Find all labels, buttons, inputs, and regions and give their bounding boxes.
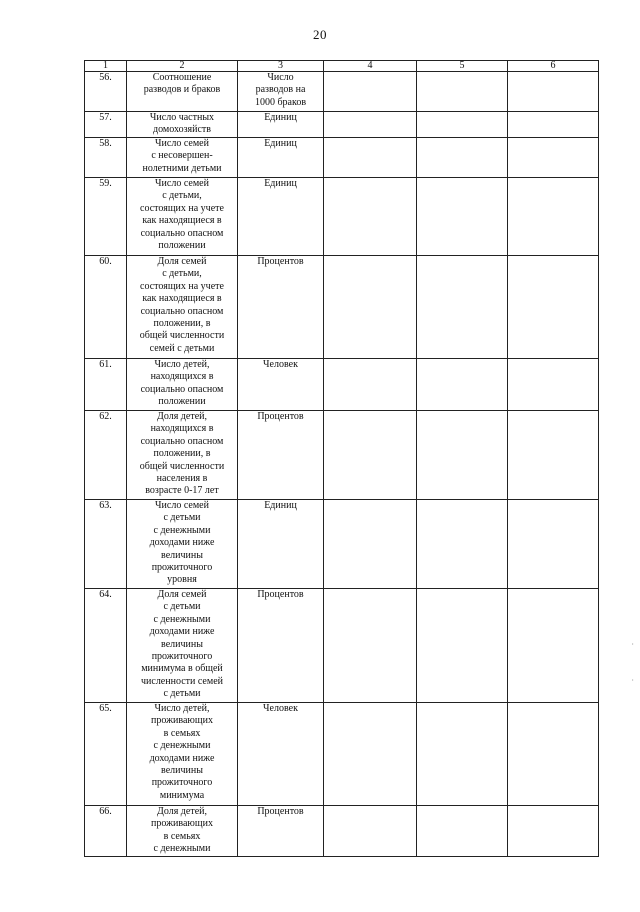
- row-number-cell: 59.: [85, 178, 127, 256]
- table-row: [85, 359, 599, 411]
- indicator-line: Число детей,: [154, 703, 210, 714]
- unit-cell: [238, 411, 324, 500]
- indicator-cell: [127, 112, 238, 138]
- unit-cell: [238, 178, 324, 256]
- table-row: [85, 411, 599, 500]
- indicator-line: положении: [158, 240, 206, 252]
- table-row: [85, 178, 599, 256]
- statistics-table: [84, 60, 599, 857]
- table-row: [85, 138, 599, 178]
- row-number-cell: 58.: [85, 138, 127, 178]
- empty-value-cell: [324, 256, 417, 359]
- unit-line: Процентов: [257, 806, 304, 817]
- empty-value-cell: [324, 806, 417, 857]
- empty-value-cell: [417, 112, 508, 138]
- page-number: 20: [313, 27, 327, 42]
- indicator-line: величины: [161, 765, 203, 777]
- indicator-cell: [127, 411, 238, 500]
- indicator-line: в семьях: [163, 727, 201, 739]
- empty-value-cell: [417, 806, 508, 857]
- indicator-line: прожиточного: [151, 562, 213, 574]
- empty-value-cell: [508, 72, 599, 112]
- indicator-cell: [127, 256, 238, 359]
- indicator-line: положении: [158, 396, 206, 408]
- empty-value-cell: [508, 589, 599, 703]
- unit-line: Единиц: [264, 178, 297, 189]
- empty-value-cell: [417, 703, 508, 806]
- empty-value-cell: [417, 256, 508, 359]
- indicator-line: с детьми,: [162, 190, 202, 202]
- column-header: 3: [238, 61, 324, 72]
- indicator-cell: [127, 500, 238, 589]
- indicator-line: Доля детей,: [157, 806, 207, 817]
- unit-cell: [238, 500, 324, 589]
- indicator-line: как находящиеся в: [142, 293, 222, 305]
- column-header: 6: [508, 61, 599, 72]
- empty-value-cell: [324, 72, 417, 112]
- empty-value-cell: [508, 138, 599, 178]
- empty-value-cell: [417, 500, 508, 589]
- unit-line: Единиц: [264, 138, 297, 149]
- unit-line: Человек: [263, 703, 298, 714]
- unit-line: 1000 браков: [254, 96, 307, 108]
- header-row: [85, 61, 599, 72]
- indicator-line: с детьми: [163, 688, 201, 700]
- column-header: 2: [127, 61, 238, 72]
- indicator-line: уровня: [167, 574, 197, 586]
- column-header: 1: [85, 61, 127, 72]
- indicator-line: положении, в: [153, 448, 211, 460]
- row-number-cell: 66.: [85, 806, 127, 857]
- indicator-line: как находящиеся в: [142, 215, 222, 227]
- margin-mark: ·: [631, 676, 634, 685]
- empty-value-cell: [324, 178, 417, 256]
- empty-value-cell: [324, 703, 417, 806]
- unit-cell: [238, 359, 324, 411]
- indicator-line: с несовершен-: [151, 150, 213, 162]
- empty-value-cell: [324, 411, 417, 500]
- column-header: 4: [324, 61, 417, 72]
- empty-value-cell: [324, 359, 417, 411]
- empty-value-cell: [508, 500, 599, 589]
- indicator-line: домохозяйств: [152, 124, 212, 136]
- table-row: [85, 500, 599, 589]
- indicator-line: доходами ниже: [149, 752, 215, 764]
- table-row: [85, 589, 599, 703]
- indicator-line: Доля детей,: [157, 411, 207, 422]
- row-number-cell: 60.: [85, 256, 127, 359]
- indicator-line: прожиточного: [151, 651, 213, 663]
- indicator-line: с денежными: [153, 740, 211, 752]
- unit-cell: [238, 256, 324, 359]
- indicator-line: возрасте 0-17 лет: [145, 485, 219, 497]
- row-number-cell: 56.: [85, 72, 127, 112]
- empty-value-cell: [508, 411, 599, 500]
- indicator-line: населения в: [156, 473, 208, 485]
- table-row: [85, 703, 599, 806]
- empty-value-cell: [324, 138, 417, 178]
- unit-line: Процентов: [257, 411, 304, 422]
- indicator-line: положении, в: [153, 318, 211, 330]
- indicator-line: с детьми: [163, 601, 201, 613]
- indicator-line: доходами ниже: [149, 626, 215, 638]
- indicator-cell: [127, 589, 238, 703]
- indicator-line: Соотношение: [152, 72, 212, 83]
- indicator-line: социально опасном: [140, 383, 224, 395]
- row-number-cell: 65.: [85, 703, 127, 806]
- indicator-line: Число семей: [155, 500, 209, 511]
- unit-cell: [238, 138, 324, 178]
- column-header: 5: [417, 61, 508, 72]
- row-number-cell: 57.: [85, 112, 127, 138]
- indicator-line: общей численности: [139, 330, 225, 342]
- indicator-line: находящихся в: [150, 423, 214, 435]
- empty-value-cell: [417, 359, 508, 411]
- indicator-line: минимума в общей: [141, 663, 223, 675]
- row-number-cell: 62.: [85, 411, 127, 500]
- indicator-cell: [127, 138, 238, 178]
- unit-line: Процентов: [257, 256, 304, 267]
- empty-value-cell: [324, 500, 417, 589]
- empty-value-cell: [508, 703, 599, 806]
- empty-value-cell: [508, 178, 599, 256]
- indicator-line: проживающих: [151, 818, 213, 830]
- indicator-line: с денежными: [153, 613, 211, 625]
- indicator-line: Число семей: [155, 178, 209, 189]
- unit-line: разводов на: [255, 84, 306, 96]
- indicator-cell: [127, 178, 238, 256]
- empty-value-cell: [417, 138, 508, 178]
- indicator-line: величины: [161, 549, 203, 561]
- margin-mark: ·: [631, 640, 634, 649]
- unit-cell: [238, 806, 324, 857]
- indicator-line: общей численности: [139, 460, 225, 472]
- indicator-cell: [127, 359, 238, 411]
- indicator-cell: [127, 72, 238, 112]
- indicator-cell: [127, 703, 238, 806]
- indicator-line: Доля семей: [157, 589, 207, 600]
- unit-line: Человек: [263, 359, 298, 370]
- indicator-line: величины: [161, 638, 203, 650]
- indicator-line: численности семей: [141, 675, 223, 687]
- indicator-line: с детьми,: [162, 268, 202, 280]
- table-body: [85, 72, 599, 857]
- unit-cell: [238, 703, 324, 806]
- indicator-line: социально опасном: [140, 435, 224, 447]
- indicator-line: разводов и браков: [143, 84, 221, 96]
- row-number-cell: 63.: [85, 500, 127, 589]
- empty-value-cell: [417, 178, 508, 256]
- empty-value-cell: [508, 112, 599, 138]
- row-number-cell: 64.: [85, 589, 127, 703]
- indicator-line: Число частных: [149, 112, 215, 123]
- indicator-line: социально опасном: [140, 227, 224, 239]
- indicator-line: Доля семей: [157, 256, 207, 267]
- indicator-line: нолетними детьми: [142, 162, 222, 174]
- empty-value-cell: [417, 72, 508, 112]
- indicator-line: с денежными: [153, 843, 211, 855]
- indicator-line: находящихся в: [150, 371, 214, 383]
- indicator-line: прожиточного: [151, 777, 213, 789]
- indicator-line: минимума: [159, 789, 205, 801]
- table-row: [85, 806, 599, 857]
- empty-value-cell: [508, 256, 599, 359]
- indicator-line: доходами ниже: [149, 537, 215, 549]
- empty-value-cell: [508, 359, 599, 411]
- empty-value-cell: [417, 411, 508, 500]
- indicator-line: состоящих на учете: [140, 202, 224, 214]
- indicator-line: семей с детьми: [149, 342, 215, 354]
- unit-line: Единиц: [264, 500, 297, 511]
- table-row: [85, 72, 599, 112]
- empty-value-cell: [324, 589, 417, 703]
- table-row: [85, 112, 599, 138]
- unit-line: Единиц: [264, 112, 297, 123]
- indicator-line: социально опасном: [140, 305, 224, 317]
- unit-line: Число: [267, 72, 294, 83]
- unit-cell: [238, 589, 324, 703]
- indicator-line: с денежными: [153, 524, 211, 536]
- indicator-line: с детьми: [163, 512, 201, 524]
- indicator-line: проживающих: [151, 715, 213, 727]
- indicator-line: Число семей: [155, 138, 209, 149]
- empty-value-cell: [324, 112, 417, 138]
- indicator-line: в семьях: [163, 830, 201, 842]
- indicator-line: состоящих на учете: [140, 280, 224, 292]
- unit-line: Процентов: [257, 589, 304, 600]
- empty-value-cell: [417, 589, 508, 703]
- unit-cell: [238, 72, 324, 112]
- indicator-cell: [127, 806, 238, 857]
- indicator-line: Число детей,: [154, 359, 210, 370]
- row-number-cell: 61.: [85, 359, 127, 411]
- empty-value-cell: [508, 806, 599, 857]
- unit-cell: [238, 112, 324, 138]
- table-row: [85, 256, 599, 359]
